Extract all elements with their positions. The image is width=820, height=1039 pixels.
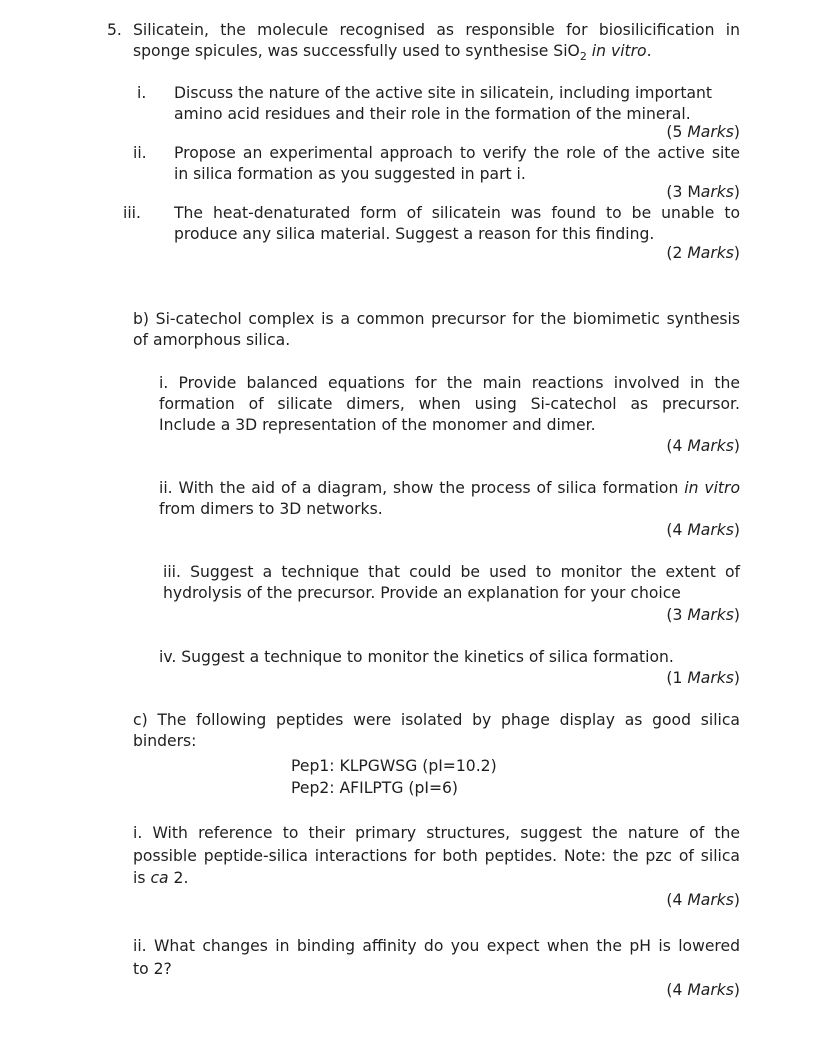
part-b-ii-line-1	[159, 478, 740, 499]
intro-line-2-text: sponge spicules, was successfully used to synthesise SiO	[133, 42, 580, 60]
part-b-i-marks	[540, 436, 740, 457]
question-intro	[133, 20, 740, 62]
marks-open: (4	[666, 981, 688, 999]
intro-italic: in vitro	[591, 42, 647, 60]
marks-word: Marks	[687, 981, 734, 999]
marks-open: (2	[666, 244, 688, 262]
marks-open: (4	[666, 437, 688, 455]
part-b-i-line-1: i. Provide balanced equations for the main reactions involved in the	[159, 374, 740, 392]
part-c-i-line-3-b: 2.	[173, 869, 189, 887]
part-a-iii-text	[174, 203, 740, 245]
marks-close: )	[733, 606, 740, 624]
part-b-iv-text	[159, 647, 740, 668]
part-a-ii-text	[174, 143, 740, 185]
part-a-ii-line-1: Propose an experimental approach to verify the role of the active site	[174, 144, 740, 162]
marks-close: )	[733, 669, 740, 687]
part-a-iii-line-1: The heat-denaturated form of silicatein was found to be unable to	[174, 204, 740, 222]
part-c-i-marks	[540, 890, 740, 911]
part-b-i-line-3: Include a 3D representation of the monomer and dimer.	[159, 416, 596, 434]
marks-close: )	[733, 123, 740, 141]
part-a-ii-numeral: ii.	[133, 144, 147, 162]
part-b-line-1: b) Si-catechol complex is a common precursor for the biomimetic synthesis	[133, 310, 740, 328]
part-a-ii-line-2: in silica formation as you suggested in part i.	[174, 165, 526, 183]
intro-subscript: 2	[579, 50, 587, 64]
part-b-ii-line-2: from dimers to 3D networks.	[159, 500, 383, 518]
part-c-intro	[133, 710, 740, 752]
part-c-ii-line-1: ii. What changes in binding affinity do you expect when the pH is lowered	[133, 937, 740, 955]
marks-close: )	[733, 891, 740, 909]
part-c-ii-text	[133, 935, 740, 980]
part-a-i-line-2: amino acid residues and their role in the formation of the mineral.	[174, 105, 691, 123]
marks-open: (3	[666, 606, 688, 624]
question-number: 5.	[107, 21, 122, 39]
part-b-line-2: of amorphous silica.	[133, 331, 291, 349]
marks-open: (1	[666, 669, 688, 687]
peptide-1: Pep1: KLPGWSG (pI=10.2)	[291, 757, 497, 775]
marks-open: (5	[666, 123, 688, 141]
intro-line-2	[133, 41, 740, 62]
marks-word: Marks	[687, 606, 734, 624]
marks-word: Marks	[687, 891, 734, 909]
part-a-i-line-1: Discuss the nature of the active site in silicatein, including important	[174, 84, 713, 102]
part-b-ii-marks	[540, 520, 740, 541]
part-b-i-line-2: formation of silicate dimers, when using Si-catechol as precursor.	[159, 395, 740, 413]
intro-period: .	[646, 42, 652, 60]
marks-open: (3 M	[666, 183, 701, 201]
part-b-iii-line-1: iii. Suggest a technique that could be used to monitor the extent of	[163, 563, 740, 581]
part-b-iv-marks	[540, 668, 740, 689]
part-c-i-text	[133, 822, 740, 890]
marks-open: (4	[666, 521, 688, 539]
part-c-line-1: c) The following peptides were isolated by phage display as good silica	[133, 711, 740, 729]
part-c-i-line-2: possible peptide-silica interactions for both peptides. Note: the pzc of silica	[133, 846, 740, 865]
part-b-ii-italic: in vitro	[684, 479, 740, 497]
marks-close: )	[733, 521, 740, 539]
marks-close: )	[733, 183, 740, 201]
part-a-i-marks	[540, 122, 740, 143]
part-c-i-italic: ca	[150, 869, 169, 887]
part-a-i-text	[174, 83, 740, 125]
marks-word: Marks	[687, 669, 734, 687]
part-c-i-line-1: i. With reference to their primary structures, suggest the nature of the	[133, 824, 740, 842]
part-b-i-text	[159, 373, 740, 436]
part-b-iv-line-1: iv. Suggest a technique to monitor the kinetics of silica formation.	[159, 648, 674, 666]
marks-word: Marks	[687, 123, 734, 141]
part-a-iii-line-2: produce any silica material. Suggest a reason for this finding.	[174, 225, 655, 243]
part-c-i-line-3-a: is	[133, 869, 146, 887]
part-c-i-line-3	[133, 867, 740, 890]
marks-close: )	[733, 981, 740, 999]
marks-word: Marks	[687, 244, 734, 262]
part-b-ii-line-1-text: ii. With the aid of a diagram, show the process of silica formation	[159, 479, 679, 497]
marks-close: )	[733, 437, 740, 455]
part-b-iii-marks	[540, 605, 740, 626]
part-a-iii-numeral: iii.	[123, 204, 141, 222]
part-b-iii-text	[163, 562, 740, 604]
part-a-ii-marks	[540, 182, 740, 203]
marks-word: Marks	[687, 521, 734, 539]
marks-word: arks	[700, 183, 734, 201]
peptide-list	[291, 755, 497, 799]
intro-line-1: Silicatein, the molecule recognised as responsible for biosilicification in	[133, 21, 740, 39]
part-a-iii-marks	[540, 243, 740, 264]
marks-word: Marks	[687, 437, 734, 455]
marks-open: (4	[666, 891, 688, 909]
part-c-ii-marks	[540, 980, 740, 1001]
part-c-ii-line-2: to 2?	[133, 959, 172, 978]
part-a-i-numeral: i.	[137, 84, 147, 102]
marks-close: )	[733, 244, 740, 262]
peptide-2: Pep2: AFILPTG (pI=6)	[291, 779, 459, 797]
part-b-ii-text	[159, 478, 740, 520]
part-c-line-2: binders:	[133, 732, 197, 750]
part-b-intro	[133, 309, 740, 351]
part-b-iii-line-2: hydrolysis of the precursor. Provide an explanation for your choice	[163, 584, 681, 602]
